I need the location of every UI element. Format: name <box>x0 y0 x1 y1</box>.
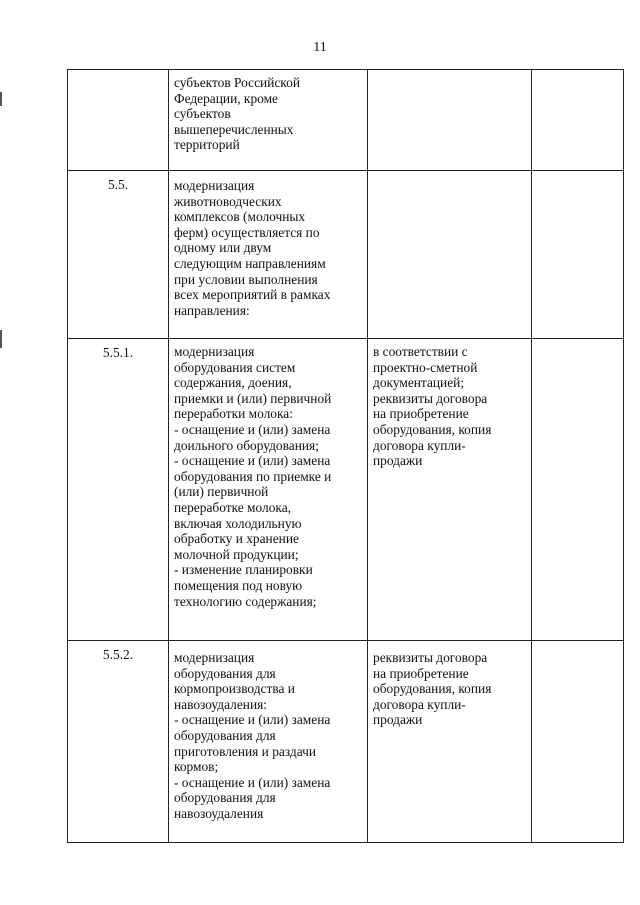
description-cell <box>169 641 368 843</box>
row-number: 5.5.2. <box>102 647 134 662</box>
description-cell <box>169 171 368 339</box>
documents-text: реквизиты договора на приобретение оборудования, копия договора купли- продажи <box>373 650 492 728</box>
documents-cell <box>368 70 532 171</box>
documents-cell <box>368 339 532 641</box>
description-text: модернизация оборудования систем содержания, доения, приемки и (или) первичной переработки молока: - оснащение и (или) замена доильного оборудования; - оснащение и (или) замена оборудования по приемке и (или) первичной переработке молока, включая холодильную обработку и хранение молочной продукции; - изменение планировки помещения под новую технологию содержания; <box>174 344 332 609</box>
extra-cell <box>532 70 624 171</box>
measures-table <box>67 69 624 843</box>
extra-text <box>532 339 623 344</box>
scan-margin-mark <box>0 330 2 348</box>
description-cell <box>169 70 368 171</box>
description-text: субъектов Российской Федерации, кроме субъектов вышеперечисленных территорий <box>174 75 300 153</box>
row-number: 5.5.1. <box>102 345 134 360</box>
extra-cell <box>532 171 624 339</box>
description-text: модернизация животноводческих комплексов (молочных ферм) осуществляется по одному или двум следующим направлениям при условии выполнения всех мероприятий в рамках направления: <box>174 178 331 318</box>
extra-text <box>532 641 623 650</box>
documents-text: в соответствии с проектно-сметной документацией; реквизиты договора на приобретение оборудования, копия договора купли- продажи <box>373 344 492 469</box>
extra-text <box>532 171 623 178</box>
scan-margin-mark <box>0 92 2 106</box>
page-number: 11 <box>313 40 327 55</box>
documents-text <box>373 70 527 75</box>
extra-text <box>532 70 623 75</box>
extra-cell <box>532 641 624 843</box>
extra-cell <box>532 339 624 641</box>
row-number-cell <box>68 171 169 339</box>
table-row <box>68 70 624 171</box>
table-row <box>68 171 624 339</box>
table-row <box>68 339 624 641</box>
description-text: модернизация оборудования для кормопроизводства и навозоудаления: - оснащение и (или) замена оборудования для приготовления и раздачи кормов; - оснащение и (или) замена оборудования для навозоудаления <box>174 650 331 821</box>
table-row <box>68 641 624 843</box>
documents-cell <box>368 641 532 843</box>
row-number: 5.5. <box>107 177 129 192</box>
documents-text <box>373 171 527 178</box>
row-number-cell <box>68 339 169 641</box>
row-number-cell <box>68 641 169 843</box>
row-number-cell <box>68 70 169 171</box>
row-number <box>68 70 168 76</box>
description-cell <box>169 339 368 641</box>
documents-cell <box>368 171 532 339</box>
